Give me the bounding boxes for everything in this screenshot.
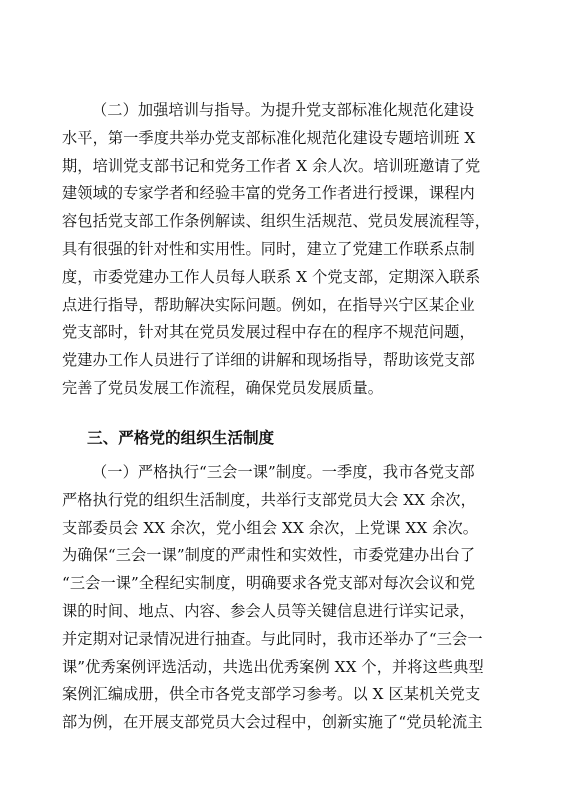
paragraph-line: 支部委员会 XX 余次，党小组会 XX 余次，上党课 XX 余次。 [62, 518, 479, 537]
paragraph-line: “三会一课”全程纪实制度，明确要求各党支部对每次会议和党 [62, 574, 476, 593]
paragraph-line: 部为例，在开展支部党员大会过程中，创新实施了“党员轮流主 [62, 713, 483, 732]
paragraph-line: 期，培训党支部书记和党务工作者 X 余人次。培训班邀请了党 [62, 156, 481, 175]
paragraph-line: 课的时间、地点、内容、参会人员等关键信息进行详实记录， [62, 601, 475, 620]
paragraph-line: 严格执行党的组织生活制度，共举行支部党员大会 XX 余次， [62, 490, 476, 509]
paragraph-three-meetings [62, 459, 522, 737]
paragraph-line: 课”优秀案例评选活动，共选出优秀案例 XX 个，并将这些典型 [62, 657, 484, 676]
paragraph-line: 建领域的专家学者和经验丰富的党务工作者进行授课，课程内 [62, 184, 475, 203]
paragraph-line: 党支部时，针对其在党员发展过程中存在的程序不规范问题， [62, 323, 475, 342]
paragraph-line: 容包括党支部工作条例解读、组织生活规范、党员发展流程等， [62, 212, 491, 231]
paragraph-line: 水平，第一季度共举办党支部标准化规范化建设专题培训班 X [62, 128, 476, 147]
paragraph-line: 完善了党员发展工作流程，确保党员发展质量。 [62, 378, 384, 397]
paragraph-line: 度，市委党建办工作人员每人联系 X 个党支部，定期深入联系 [62, 267, 481, 286]
paragraph-line: （二）加强培训与指导。为提升党支部标准化规范化建设 [92, 101, 475, 119]
paragraph-line: （一）严格执行“三会一课”制度。一季度，我市各党支部 [92, 463, 475, 481]
paragraph-line: 案例汇编成册，供全市各党支部学习参考。以 X 区某机关党支 [62, 685, 481, 704]
paragraph-line: 为确保“三会一课”制度的严肃性和实效性，市委党建办出台了 [62, 546, 476, 565]
paragraph-line: 具有很强的针对性和实用性。同时，建立了党建工作联系点制 [62, 239, 475, 258]
section-heading: 三、严格党的组织生活制度 [87, 429, 275, 447]
paragraph-line: 点进行指导，帮助解决实际问题。例如，在指导兴宁区某企业 [62, 295, 475, 314]
paragraph-training-guidance [62, 97, 522, 403]
paragraph-line: 并定期对记录情况进行抽查。与此同时，我市还举办了“三会一 [62, 629, 483, 648]
paragraph-line: 党建办工作人员进行了详细的讲解和现场指导，帮助该党支部 [62, 351, 475, 370]
